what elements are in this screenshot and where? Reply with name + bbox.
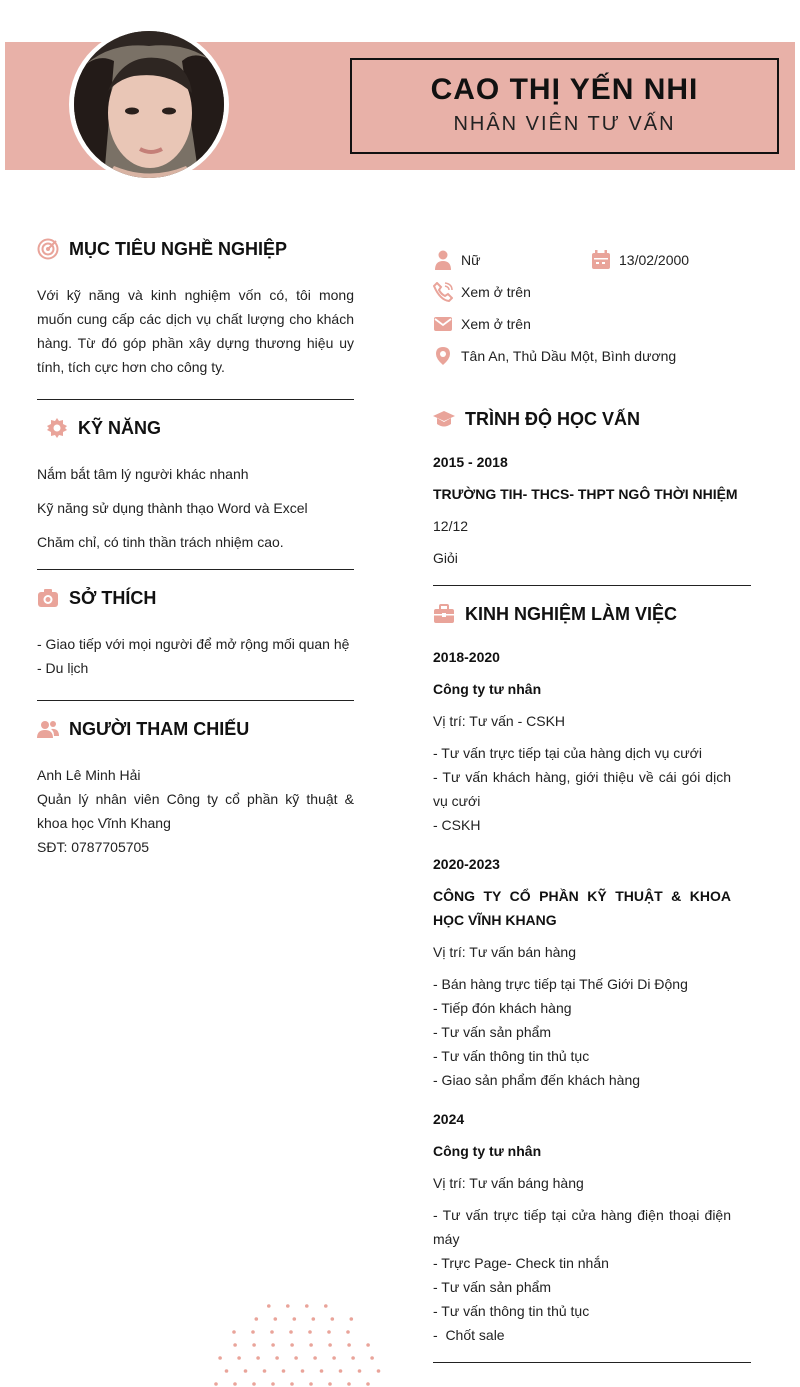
decorative-dot — [324, 1304, 328, 1308]
gear-icon — [46, 417, 68, 439]
name-box — [350, 58, 779, 154]
decorative-dot — [271, 1382, 275, 1386]
decorative-dot — [293, 1317, 297, 1321]
decorative-dot — [233, 1343, 237, 1347]
decorative-dot — [350, 1317, 354, 1321]
decorative-dot — [282, 1369, 286, 1373]
decorative-dots — [205, 1300, 395, 1387]
decorative-dot — [327, 1330, 331, 1334]
reference-position: Quản lý nhân viên Công ty cổ phần kỹ thuật & khoa học Vĩnh Khang — [37, 791, 354, 831]
decorative-dot — [290, 1382, 294, 1386]
decorative-dot — [366, 1382, 370, 1386]
decorative-dot — [377, 1369, 381, 1373]
decorative-dot — [274, 1317, 278, 1321]
divider — [37, 399, 354, 400]
decorative-dot — [267, 1304, 271, 1308]
decorative-dot — [308, 1330, 312, 1334]
job-company: CÔNG TY CỔ PHẦN KỸ THUẬT & KHOA HỌC VĨNH KHANG — [433, 888, 731, 928]
decorative-dot — [286, 1304, 290, 1308]
email-row — [433, 314, 531, 334]
decorative-dot — [332, 1356, 336, 1360]
decorative-dot — [366, 1343, 370, 1347]
decorative-dot — [237, 1356, 241, 1360]
person-icon — [433, 250, 453, 270]
job-period: 2024 — [433, 1111, 465, 1127]
job-duty: - Tư vấn sản phẩm — [433, 1279, 552, 1295]
decorative-dot — [328, 1382, 332, 1386]
profile-photo — [74, 31, 224, 178]
people-icon — [37, 718, 59, 740]
envelope-icon — [433, 314, 453, 334]
job-title: NHÂN VIÊN TƯ VẤN — [453, 113, 676, 135]
decorative-dot — [270, 1330, 274, 1334]
target-icon — [37, 238, 59, 260]
dob-row — [591, 250, 689, 270]
experience-title — [433, 603, 677, 625]
job-duty: - Tư vấn sản phẩm — [433, 1024, 552, 1040]
decorative-dot — [252, 1382, 256, 1386]
decorative-dot — [289, 1330, 293, 1334]
decorative-dot — [331, 1317, 335, 1321]
skill-item: Kỹ năng sử dụng thành thạo Word và Excel — [37, 500, 308, 516]
decorative-dot — [275, 1356, 279, 1360]
decorative-dot — [218, 1356, 222, 1360]
job-duty: - Tư vấn trực tiếp tại của hàng dịch vụ cưới — [433, 745, 702, 761]
job-position: Vị trí: Tư vấn bán hàng — [433, 944, 576, 960]
decorative-dot — [301, 1369, 305, 1373]
decorative-dot — [232, 1330, 236, 1334]
phone-value: Xem ở trên — [461, 284, 531, 300]
section-heading: NGƯỜI THAM CHIẾU — [69, 718, 250, 739]
decorative-dot — [263, 1369, 267, 1373]
job-period: 2018-2020 — [433, 649, 500, 665]
location-pin-icon — [433, 346, 453, 366]
divider — [433, 585, 751, 586]
section-heading: MỤC TIÊU NGHỀ NGHIỆP — [69, 238, 288, 259]
education-rank: Giỏi — [433, 550, 458, 566]
avatar — [69, 27, 229, 182]
decorative-dot — [290, 1343, 294, 1347]
job-duty: - Giao sản phẩm đến khách hàng — [433, 1072, 641, 1088]
decorative-dot — [251, 1330, 255, 1334]
job-duty: - Chốt sale — [433, 1327, 505, 1343]
graduation-cap-icon — [433, 408, 455, 430]
decorative-dot — [294, 1356, 298, 1360]
job-duty: - Tiếp đón khách hàng — [433, 1000, 572, 1016]
phone-icon — [433, 282, 453, 302]
job-duty: - CSKH — [433, 817, 481, 833]
education-period: 2015 - 2018 — [433, 454, 508, 470]
decorative-dot — [351, 1356, 355, 1360]
education-grade: 12/12 — [433, 518, 469, 534]
reference-phone: SĐT: 0787705705 — [37, 839, 150, 855]
gender-row — [433, 250, 480, 270]
section-heading: KINH NGHIỆM LÀM VIỆC — [465, 603, 678, 624]
decorative-dot — [370, 1356, 374, 1360]
divider — [37, 700, 354, 701]
skill-item: Nắm bắt tâm lý người khác nhanh — [37, 466, 249, 482]
calendar-icon — [591, 250, 611, 270]
decorative-dot — [347, 1382, 351, 1386]
address-value: Tân An, Thủ Dầu Một, Bình dương — [461, 348, 677, 364]
decorative-dot — [328, 1343, 332, 1347]
decorative-dot — [271, 1343, 275, 1347]
decorative-dot — [255, 1317, 259, 1321]
job-company: Công ty tư nhân — [433, 681, 542, 697]
decorative-dot — [233, 1382, 237, 1386]
decorative-dot — [244, 1369, 248, 1373]
objective-text: Với kỹ năng và kinh nghiệm vốn có, tôi mong muốn cung cấp các dịch vụ chất lượng cho khách hàng. Từ đó góp phần xây dựng thương hiệu uy tính, tích cực hơn cho công ty. — [37, 287, 354, 375]
objective-title — [37, 238, 287, 260]
full-name: CAO THỊ YẾN NHI — [430, 73, 699, 106]
job-duty: - Bán hàng trực tiếp tại Thế Giới Di Động — [433, 976, 688, 992]
decorative-dot — [339, 1369, 343, 1373]
skills-title — [46, 417, 161, 439]
decorative-dot — [305, 1304, 309, 1308]
decorative-dot — [358, 1369, 362, 1373]
job-company: Công ty tư nhân — [433, 1143, 542, 1159]
camera-icon — [37, 587, 59, 609]
references-title — [37, 718, 249, 740]
gender-value: Nữ — [461, 252, 481, 268]
decorative-dot — [252, 1343, 256, 1347]
decorative-dot — [346, 1330, 350, 1334]
briefcase-icon — [433, 603, 455, 625]
job-duty: - Tư vấn thông tin thủ tục — [433, 1048, 590, 1064]
job-period: 2020-2023 — [433, 856, 500, 872]
decorative-dot — [320, 1369, 324, 1373]
skill-item: Chăm chỉ, có tinh thần trách nhiệm cao. — [37, 534, 284, 550]
school-name: TRƯỜNG TIH- THCS- THPT NGÔ THỜI NHIỆM — [433, 486, 738, 502]
dob-value: 13/02/2000 — [619, 252, 690, 268]
hobby-item: - Giao tiếp với mọi người để mở rộng mối quan hệ — [37, 636, 350, 652]
decorative-dot — [309, 1382, 313, 1386]
hobbies-title — [37, 587, 156, 609]
job-duty: - Trực Page- Check tin nhắn — [433, 1255, 609, 1271]
decorative-dot — [225, 1369, 229, 1373]
divider — [433, 1362, 751, 1363]
hobby-item: - Du lịch — [37, 660, 89, 676]
decorative-dot — [256, 1356, 260, 1360]
job-duty: - Tư vấn thông tin thủ tục — [433, 1303, 590, 1319]
education-title — [433, 408, 640, 430]
phone-row — [433, 282, 531, 302]
decorative-dot — [312, 1317, 316, 1321]
job-duty: - Tư vấn khách hàng, giới thiệu về cái gói dịch vụ cưới — [433, 769, 731, 809]
job-position: Vị trí: Tư vấn - CSKH — [433, 713, 566, 729]
address-row — [433, 346, 676, 366]
section-heading: TRÌNH ĐỘ HỌC VẤN — [465, 408, 640, 429]
email-value: Xem ở trên — [461, 316, 531, 332]
decorative-dot — [309, 1343, 313, 1347]
divider — [37, 569, 354, 570]
section-heading: SỞ THÍCH — [69, 587, 157, 608]
decorative-dot — [214, 1382, 218, 1386]
decorative-dot — [347, 1343, 351, 1347]
reference-name: Anh Lê Minh Hải — [37, 767, 141, 783]
section-heading: KỸ NĂNG — [78, 417, 162, 438]
job-position: Vị trí: Tư vấn báng hàng — [433, 1175, 584, 1191]
job-duty: - Tư vấn trực tiếp tại cửa hàng điện thoại điện máy — [433, 1207, 731, 1247]
decorative-dot — [313, 1356, 317, 1360]
